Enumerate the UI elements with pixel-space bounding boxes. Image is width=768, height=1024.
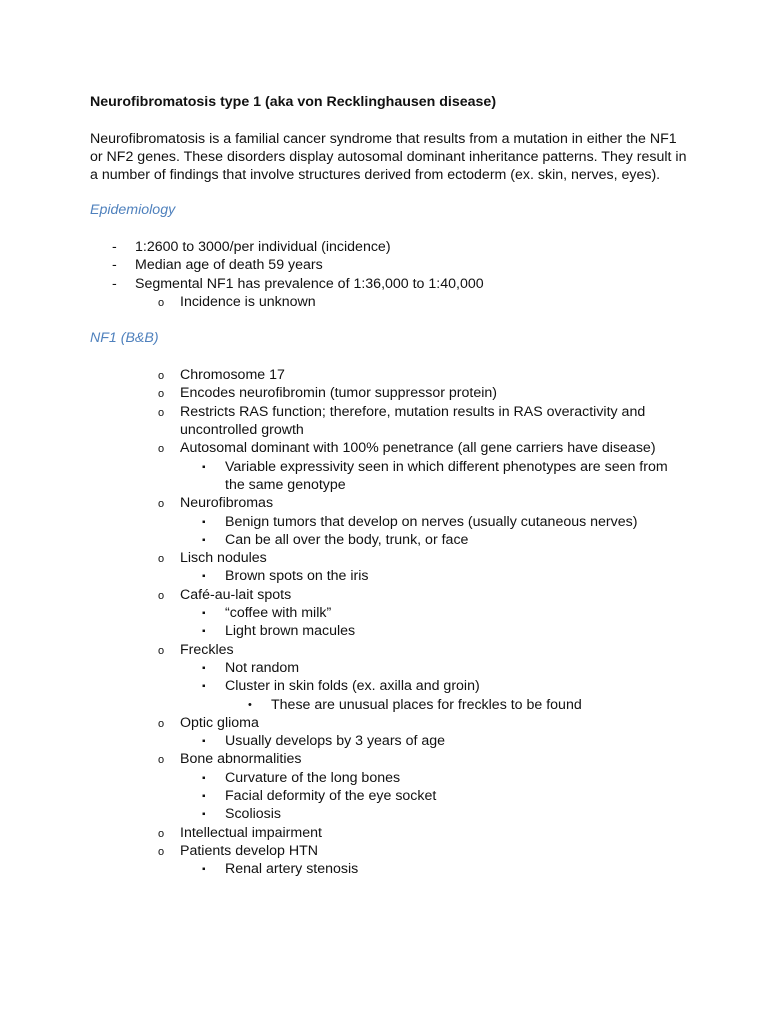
list-item-text: Autosomal dominant with 100% penetrance (all gene carriers have disease): [180, 440, 656, 457]
list-item-text: “coffee with milk”: [225, 605, 332, 622]
bullet-marker: o: [158, 388, 165, 401]
list-item: [90, 622, 690, 640]
list-item: [90, 769, 690, 787]
bullet-marker: o: [158, 827, 165, 840]
list-item: [90, 659, 690, 677]
list-item-text: Curvature of the long bones: [225, 769, 401, 786]
bullet-marker: ▪: [202, 809, 206, 821]
list-item-text: These are unusual places for freckles to be found: [271, 696, 582, 713]
list-item-text: Bone abnormalities: [180, 751, 302, 768]
list-item: [90, 238, 690, 256]
bullet-marker: ▪: [202, 662, 206, 674]
intro-paragraph: Neurofibromatosis is a familial cancer syndrome that results from a mutation in either the NF1 or NF2 genes. These disorders display autosomal dominant inheritance patterns. They result in a number of findings that involve structures derived from ectoderm (ex. skin, nerves, eyes).: [90, 131, 687, 183]
list-item: [90, 805, 690, 823]
list-item-text: Variable expressivity seen in which different phenotypes are seen from the same genotype: [225, 458, 668, 493]
bullet-marker: o: [158, 498, 165, 511]
list-item: [90, 586, 690, 604]
document-content: [90, 93, 690, 879]
list-item-text: 1:2600 to 3000/per individual (incidence): [135, 239, 391, 255]
bullet-marker: o: [158, 553, 165, 566]
list-item-text: Can be all over the body, trunk, or face: [225, 531, 469, 548]
bullet-marker: ▪: [202, 626, 206, 638]
list-item-text: Chromosome 17: [180, 367, 285, 384]
list-item: [90, 458, 690, 495]
list-item-text: Restricts RAS function; therefore, mutation results in RAS overactivity and uncontrolled growth: [180, 403, 646, 439]
epidemiology-heading: Epidemiology: [90, 202, 176, 218]
list-item-text: Lisch nodules: [180, 550, 267, 567]
list-item-text: Brown spots on the iris: [225, 568, 369, 585]
list-item: [90, 824, 690, 842]
list-item-text: Cluster in skin folds (ex. axilla and groin): [225, 678, 480, 695]
bullet-marker: •: [248, 698, 252, 711]
bullet-marker: o: [158, 589, 165, 602]
list-item: [90, 293, 690, 311]
list-item: [90, 842, 690, 860]
bullet-marker: o: [158, 296, 165, 309]
bullet-marker: ▪: [202, 772, 206, 784]
bullet-marker: ▪: [202, 571, 206, 583]
list-item: [90, 513, 690, 531]
list-item: [90, 732, 690, 750]
list-item: [90, 384, 690, 402]
list-item: [90, 439, 690, 457]
list-item-text: Light brown macules: [225, 623, 356, 640]
bullet-marker: -: [112, 257, 117, 274]
list-item: [90, 549, 690, 567]
list-item-text: Usually develops by 3 years of age: [225, 733, 446, 750]
list-item-text: Facial deformity of the eye socket: [225, 788, 437, 805]
list-item: [90, 750, 690, 768]
bullet-marker: ▪: [202, 516, 206, 528]
bullet-marker: ▪: [202, 461, 206, 473]
list-item-text: Not random: [225, 659, 300, 676]
list-item: [90, 641, 690, 659]
list-item: [90, 677, 690, 695]
nf1-list: [90, 366, 690, 878]
bullet-marker: -: [112, 239, 117, 255]
list-item-text: Scoliosis: [225, 806, 281, 823]
bullet-marker: o: [158, 754, 165, 767]
epidemiology-list: [90, 238, 690, 311]
bullet-marker: o: [158, 443, 165, 456]
list-item-text: Patients develop HTN: [180, 842, 319, 859]
list-item-text: Neurofibromas: [180, 495, 274, 512]
list-item-text: Renal artery stenosis: [225, 861, 359, 878]
list-item: [90, 860, 690, 878]
bullet-marker: ▪: [202, 681, 206, 693]
bullet-marker: o: [158, 717, 165, 730]
bullet-marker: o: [158, 644, 165, 657]
list-item-text: Encodes neurofibromin (tumor suppressor protein): [180, 385, 498, 402]
list-item: [90, 531, 690, 549]
list-item-text: Incidence is unknown: [180, 293, 316, 310]
bullet-marker: o: [158, 406, 165, 419]
list-item-text: Intellectual impairment: [180, 824, 322, 841]
list-item: [90, 604, 690, 622]
list-item: [90, 494, 690, 512]
bullet-marker: ▪: [202, 864, 206, 876]
list-item: [90, 256, 690, 274]
bullet-marker: -: [112, 275, 117, 292]
list-item-text: Café-au-lait spots: [180, 586, 292, 603]
bullet-marker: o: [158, 845, 165, 858]
bullet-marker: ▪: [202, 791, 206, 803]
list-item: [90, 366, 690, 384]
list-item: [90, 714, 690, 732]
list-item: [90, 787, 690, 805]
list-item-text: Median age of death 59 years: [135, 257, 323, 274]
bullet-marker: o: [158, 370, 165, 383]
bullet-marker: ▪: [202, 534, 206, 546]
list-item-text: Freckles: [180, 641, 234, 658]
nf1-heading: NF1 (B&B): [90, 330, 159, 347]
list-item-text: Optic glioma: [180, 714, 259, 731]
bullet-marker: ▪: [202, 608, 206, 620]
list-item-text: Segmental NF1 has prevalence of 1:36,000 to 1:40,000: [135, 275, 484, 292]
bullet-marker: ▪: [202, 736, 206, 748]
list-item: [90, 403, 690, 440]
list-item-text: Benign tumors that develop on nerves (usually cutaneous nerves): [225, 513, 638, 530]
list-item: [90, 696, 690, 714]
list-item: [90, 275, 690, 293]
list-item: [90, 567, 690, 585]
document-title: Neurofibromatosis type 1 (aka von Recklinghausen disease): [90, 94, 497, 110]
